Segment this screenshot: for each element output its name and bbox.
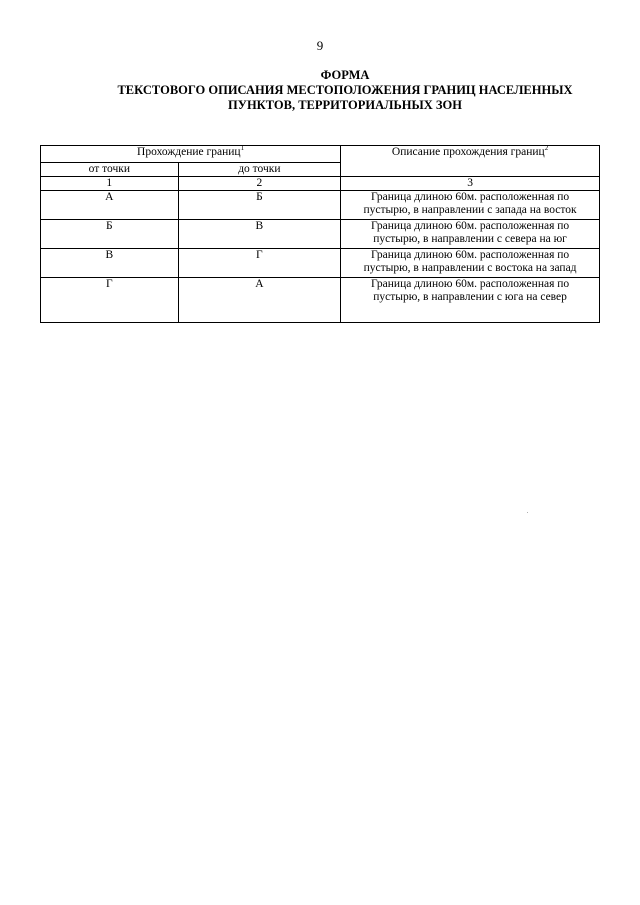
description-line: Граница длиною 60м. расположенная по [370, 249, 570, 261]
cell-from-point: Г [41, 278, 179, 323]
table-row [41, 220, 600, 249]
boundary-description-table [40, 145, 600, 323]
table-row [41, 249, 600, 278]
table-row [41, 278, 600, 323]
column-number-3: 3 [341, 177, 600, 191]
cell-from-point: В [41, 249, 179, 278]
footnote-marker-2: 2 [544, 144, 549, 153]
column-number-1: 1 [41, 177, 179, 191]
title-line-3: ПУНКТОВ, ТЕРРИТОРИАЛЬНЫХ ЗОН [228, 98, 462, 112]
header-description: Описание прохождения границ$^2$ [341, 146, 600, 177]
title-line-2: ТЕКСТОВОГО ОПИСАНИЯ МЕСТОПОЛОЖЕНИЯ ГРАНИЦ НАСЕЛЕННЫХ [117, 83, 573, 97]
title-line-1: ФОРМА [320, 68, 370, 82]
table-column-numbers-row [41, 177, 600, 191]
description-line: Граница длиною 60м. расположенная по [370, 278, 570, 290]
description-line: пустырю, в направлении с севера на юг [373, 233, 567, 245]
column-number-2: 2 [178, 177, 341, 191]
header-from-point: от точки [41, 163, 179, 177]
cell-description [341, 191, 600, 220]
cell-description [341, 278, 600, 323]
table-header-row [41, 146, 600, 163]
cell-description [341, 220, 600, 249]
page-number: 9 [316, 38, 324, 53]
cell-from-point: Б [41, 220, 179, 249]
cell-to-point: В [178, 220, 341, 249]
header-boundary-passage: Прохождение границ$^1$ [41, 146, 341, 163]
cell-from-point: А [41, 191, 179, 220]
header-to-point: до точки [178, 163, 341, 177]
description-line: Граница длиною 60м. расположенная по [370, 191, 570, 203]
description-line: пустырю, в направлении с запада на восток [363, 204, 577, 216]
cell-description [341, 249, 600, 278]
scan-speck [527, 512, 528, 513]
cell-to-point: Г [178, 249, 341, 278]
table-row [41, 191, 600, 220]
description-line: Граница длиною 60м. расположенная по [370, 220, 570, 232]
description-line: пустырю, в направлении с юга на север [373, 291, 567, 303]
cell-to-point: Б [178, 191, 341, 220]
cell-to-point: А [178, 278, 341, 323]
document-title [80, 68, 610, 113]
description-line: пустырю, в направлении с востока на запад [363, 262, 577, 274]
footnote-marker-1: 1 [240, 144, 245, 153]
